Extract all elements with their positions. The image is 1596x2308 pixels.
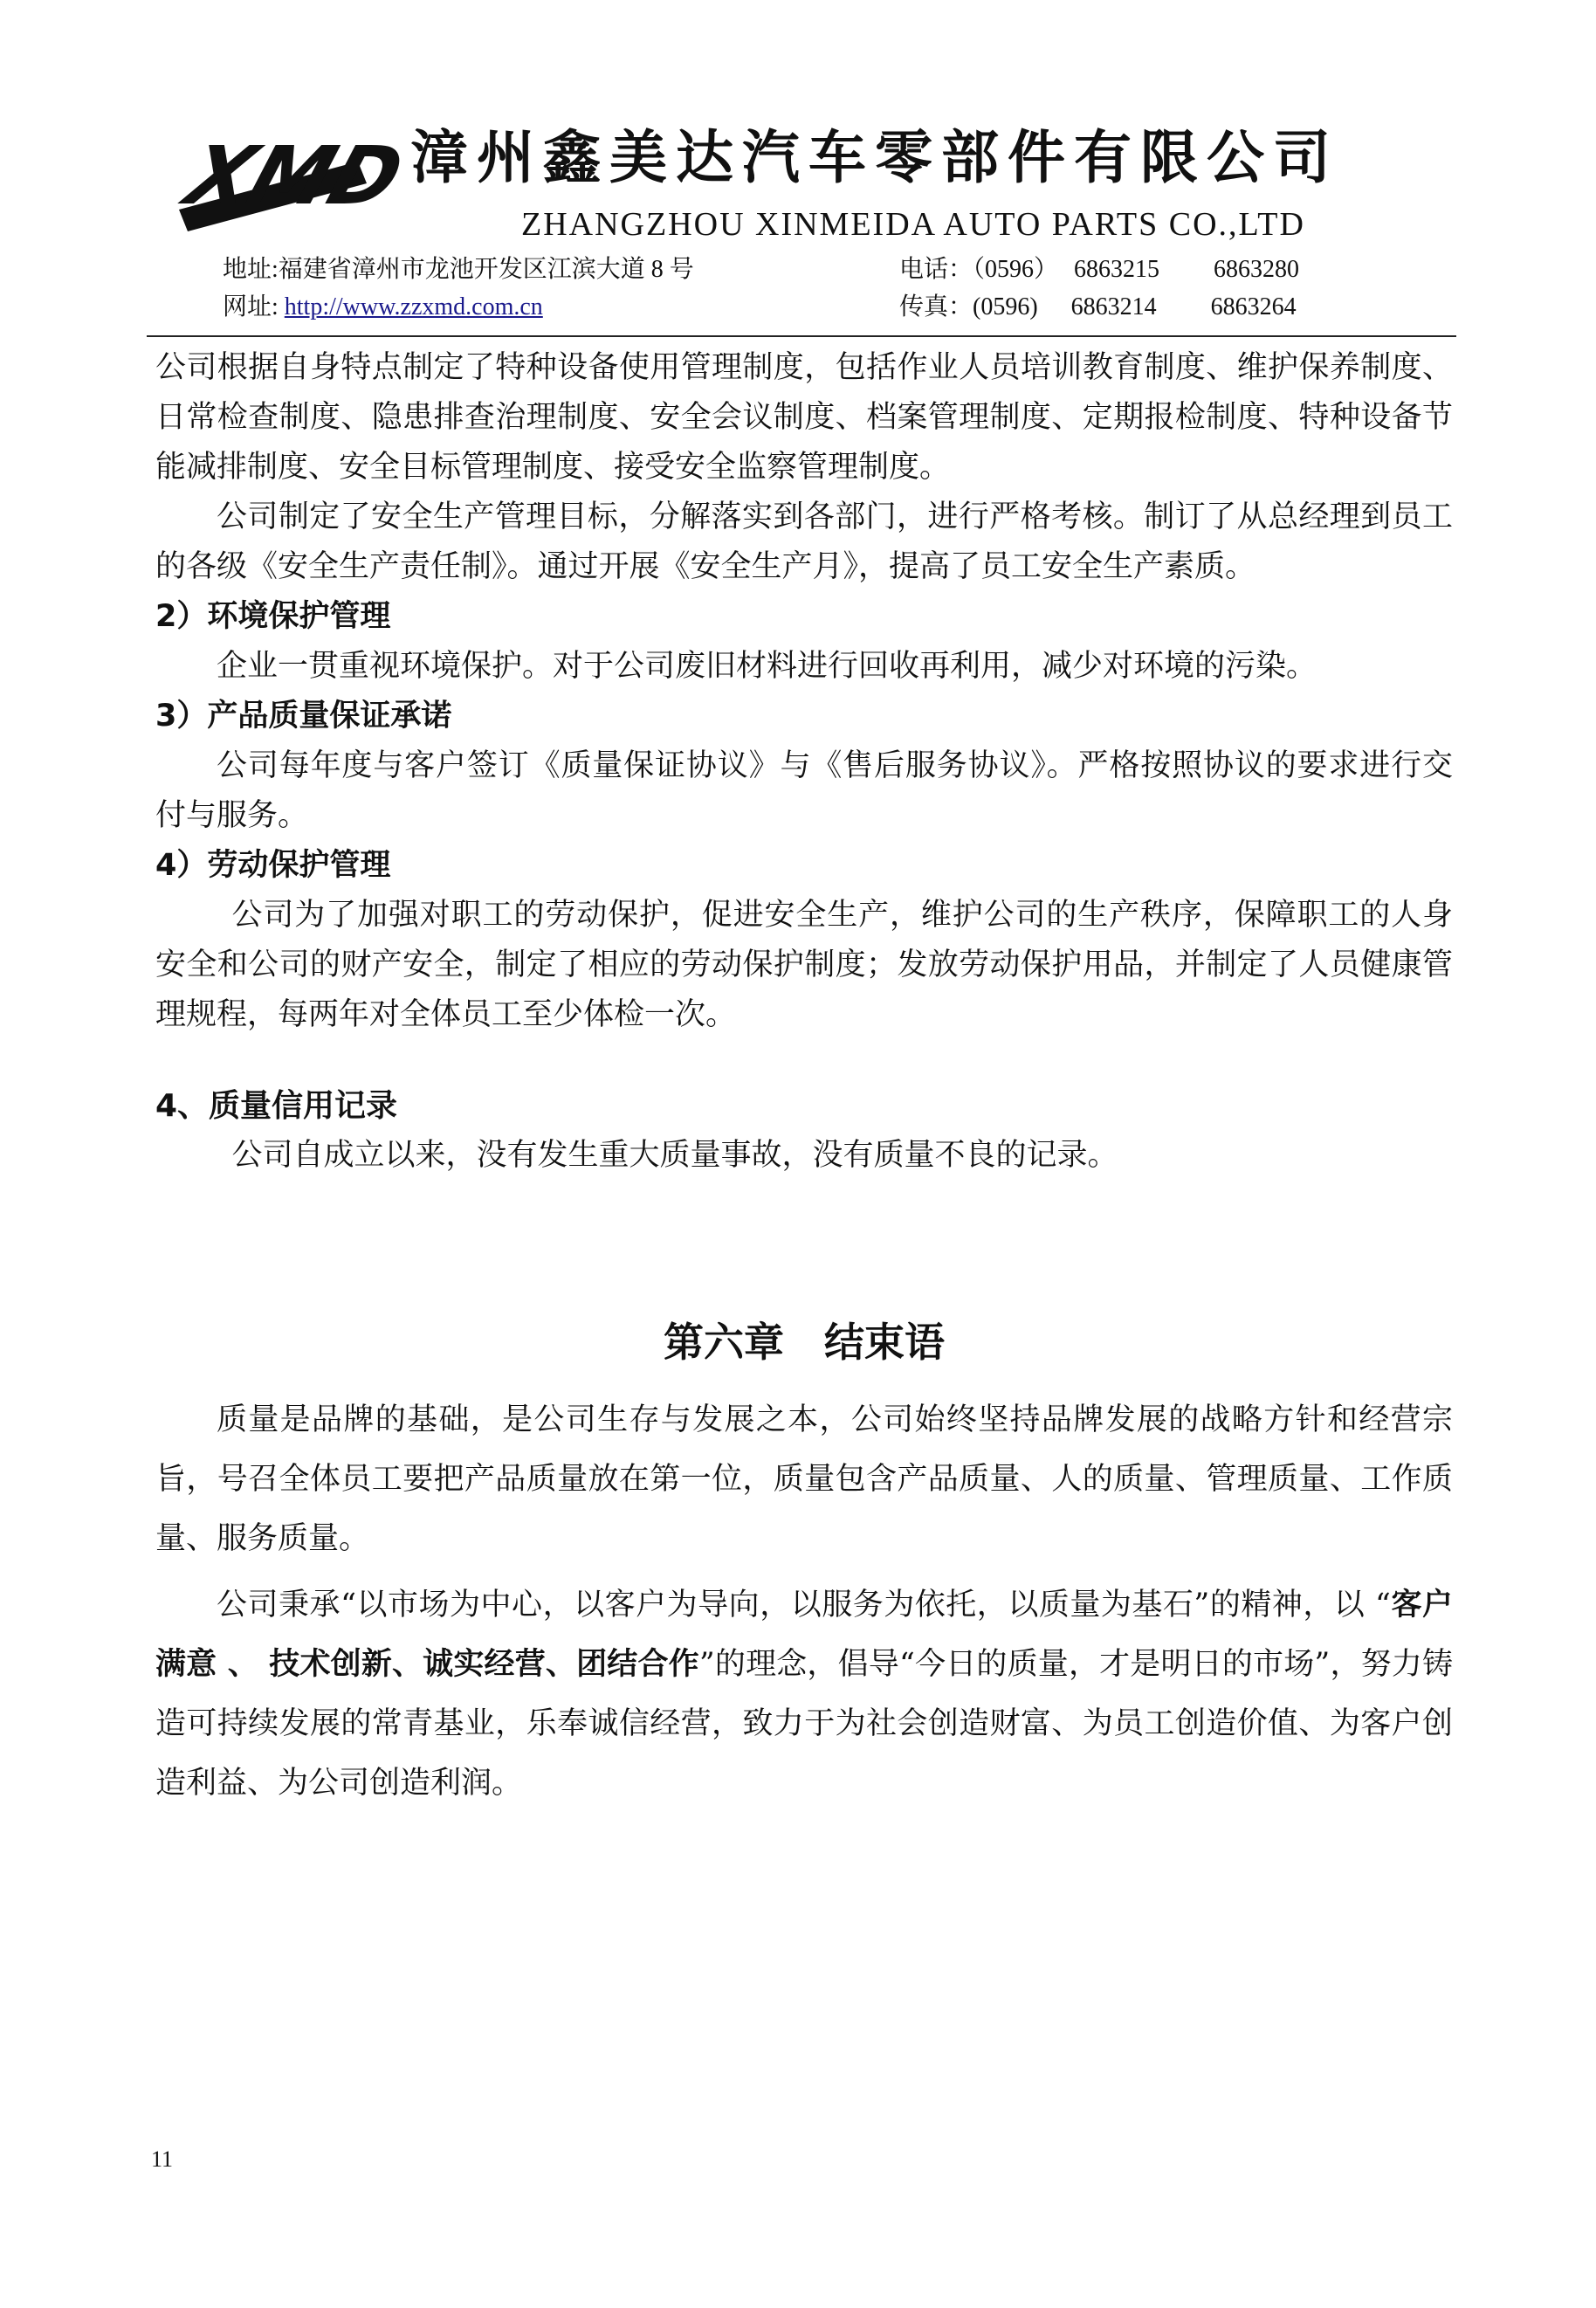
tel-label: 电话：（0596） bbox=[899, 256, 1059, 283]
tel-number-1: 6863215 bbox=[1074, 256, 1160, 283]
paragraph-company-philosophy bbox=[155, 1575, 1453, 1813]
xmd-logo bbox=[170, 109, 415, 231]
fax-number-1: 6863214 bbox=[1070, 293, 1157, 320]
fax-number-2: 6863264 bbox=[1210, 293, 1297, 320]
paragraph-quality-brand: 质量是品牌的基础，是公司生存与发展之本，公司始终坚持品牌发展的战略方针和经营宗旨，号召全体员工要把产品质量放在第一位，质量包含产品质量、人的质量、管理质量、工作质量、服务质量。 bbox=[155, 1402, 1453, 1556]
tel-line bbox=[899, 258, 1299, 282]
body-content bbox=[155, 343, 1453, 1813]
heading-labor-protection: 4）劳动保护管理 bbox=[155, 848, 391, 883]
paragraph-quality-credit-record: 公司自成立以来，没有发生重大质量事故，没有质量不良的记录。 bbox=[231, 1138, 1118, 1173]
website-link[interactable]: http://www.zzxmd.com.cn bbox=[284, 293, 543, 320]
section-quality-credit-record: 4、质量信用记录 bbox=[155, 1088, 398, 1124]
philosophy-text-before: 公司秉承“以市场为中心，以客户为导向，以服务为依托，以质量为基石”的精神，以 “ bbox=[217, 1588, 1391, 1622]
paragraph-environmental-protection: 企业一贯重视环境保护。对于公司废旧材料进行回收再利用，减少对环境的污染。 bbox=[217, 649, 1317, 684]
paragraph-safety-goals: 公司制定了安全生产管理目标，分解落实到各部门，进行严格考核。制订了从总经理到员工的各级《安全生产责任制》。通过开展《安全生产月》，提高了员工安全生产素质。 bbox=[155, 499, 1453, 584]
philosophy-core-values: 客户满意 、 技术创新、诚实经营、团结合作 bbox=[155, 1588, 1453, 1682]
address-line: 地址:福建省漳州市龙池开发区江滨大道 8 号 bbox=[223, 256, 694, 283]
chapter-title: 第六章 结束语 bbox=[664, 1319, 945, 1366]
website-label: 网址: bbox=[223, 293, 279, 320]
philosophy-text-after: ”的理念，倡导“今日的质量，才是明日的市场”，努力铸造可持续发展的常青基业，乐奉诚信经营，致力于为社会创造财富、为员工创造价值、为客户创造利益、为公司创造利润。 bbox=[155, 1647, 1454, 1801]
tel-number-2: 6863280 bbox=[1214, 256, 1300, 283]
fax-line bbox=[899, 295, 1297, 320]
fax-label: 传真：(0596) bbox=[899, 293, 1038, 320]
header-divider bbox=[147, 335, 1456, 337]
page-number: 11 bbox=[151, 2146, 174, 2172]
paragraph-labor-protection: 公司为了加强对职工的劳动保护，促进安全生产，维护公司的生产秩序，保障职工的人身安全和公司的财产安全，制定了相应的劳动保护制度；发放劳动保护用品，并制定了人员健康管理规程，每两年对全体员工至少体检一次。 bbox=[155, 898, 1453, 1032]
company-name-en: ZHANGZHOU XINMEIDA AUTO PARTS CO.,LTD bbox=[521, 206, 1305, 243]
heading-quality-commitment: 3）产品质量保证承诺 bbox=[155, 699, 452, 734]
company-name-cn: 漳州鑫美达汽车零部件有限公司 bbox=[410, 124, 1339, 191]
paragraph-special-equipment: 公司根据自身特点制定了特种设备使用管理制度，包括作业人员培训教育制度、维护保养制度、日常检查制度、隐患排查治理制度、安全会议制度、档案管理制度、定期报检制度、特种设备节能减排制度、安全目标管理制度、接受安全监察管理制度。 bbox=[155, 350, 1453, 485]
website-line bbox=[223, 295, 543, 320]
logo-lettering: XMD bbox=[175, 129, 415, 224]
heading-environmental-protection: 2）环境保护管理 bbox=[155, 599, 391, 634]
paragraph-quality-commitment: 公司每年度与客户签订《质量保证协议》与《售后服务协议》。严格按照协议的要求进行交付与服务。 bbox=[155, 748, 1453, 833]
